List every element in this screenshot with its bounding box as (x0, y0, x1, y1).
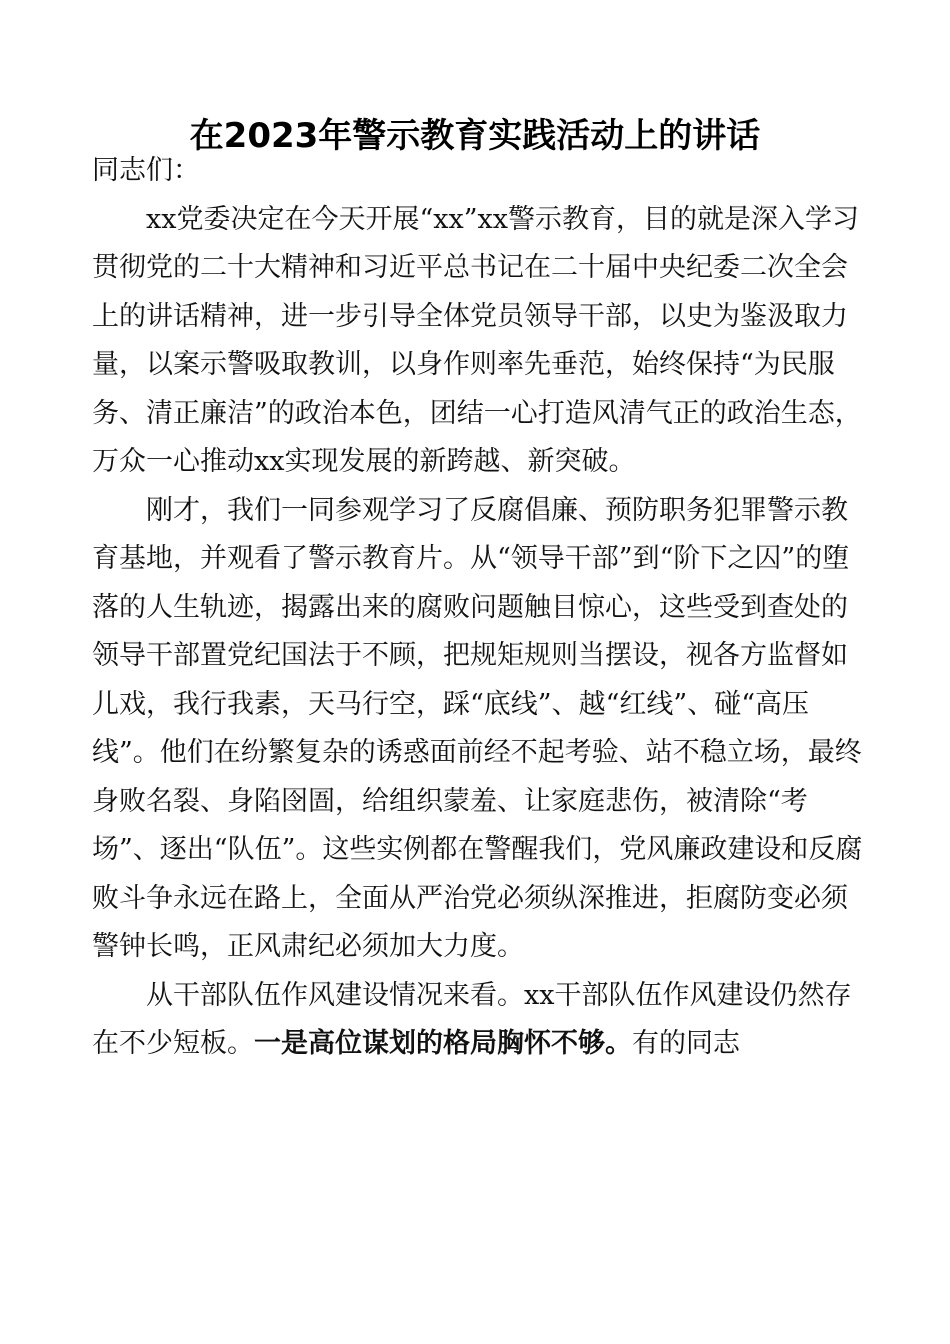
paragraph-3-lead-text: 从干部队伍作风建设情况来看。xx干部队伍作风建设仍然存在不少短板。 (92, 979, 852, 1059)
paragraph-1: xx党委决定在今天开展“xx”xx警示教育，目的就是深入学习贯彻党的二十大精神和习近平总书记在二十届中央纪委二次全会上的讲话精神，进一步引导全体党员领导干部，以史为鉴汲取力量，以案示警吸取教训，以身作则率先垂范，始终保持“为民服务、清正廉洁”的政治本色，团结一心打造风清气正的政治生态，万众一心推动xx实现发展的新跨越、新突破。 (92, 203, 862, 477)
salutation: 同志们： (92, 155, 200, 186)
paragraph-3-bold-point: 一是高位谋划的格局胸怀不够。 (254, 1028, 632, 1059)
paragraph-3 (92, 972, 872, 1069)
paragraph-2: 刚才，我们一同参观学习了反腐倡廉、预防职务犯罪警示教育基地，并观看了警示教育片。从“领导干部”到“阶下之囚”的堕落的人生轨迹，揭露出来的腐败问题触目惊心，这些受到查处的领导干部置党纪国法于不顾，把规矩规则当摆设，视各方监督如儿戏，我行我素，天马行空，踩“底线”、越“红线”、碰“高压线”。他们在纷繁复杂的诱惑面前经不起考验、站不稳立场，最终身败名裂、身陷囹圄，给组织蒙羞、让家庭悲伤，被清除“考场”、逐出“队伍”。这些实例都在警醒我们，党风廉政建设和反腐败斗争永远在路上，全面从严治党必须纵深推进，拒腐防变必须警钟长鸣，正风肃纪必须加大力度。 (92, 494, 863, 962)
document-body (92, 147, 872, 1069)
document-title: 在2023年警示教育实践活动上的讲话 (189, 116, 761, 156)
paragraph-3-trailing-text: 有的同志 (632, 1028, 740, 1059)
